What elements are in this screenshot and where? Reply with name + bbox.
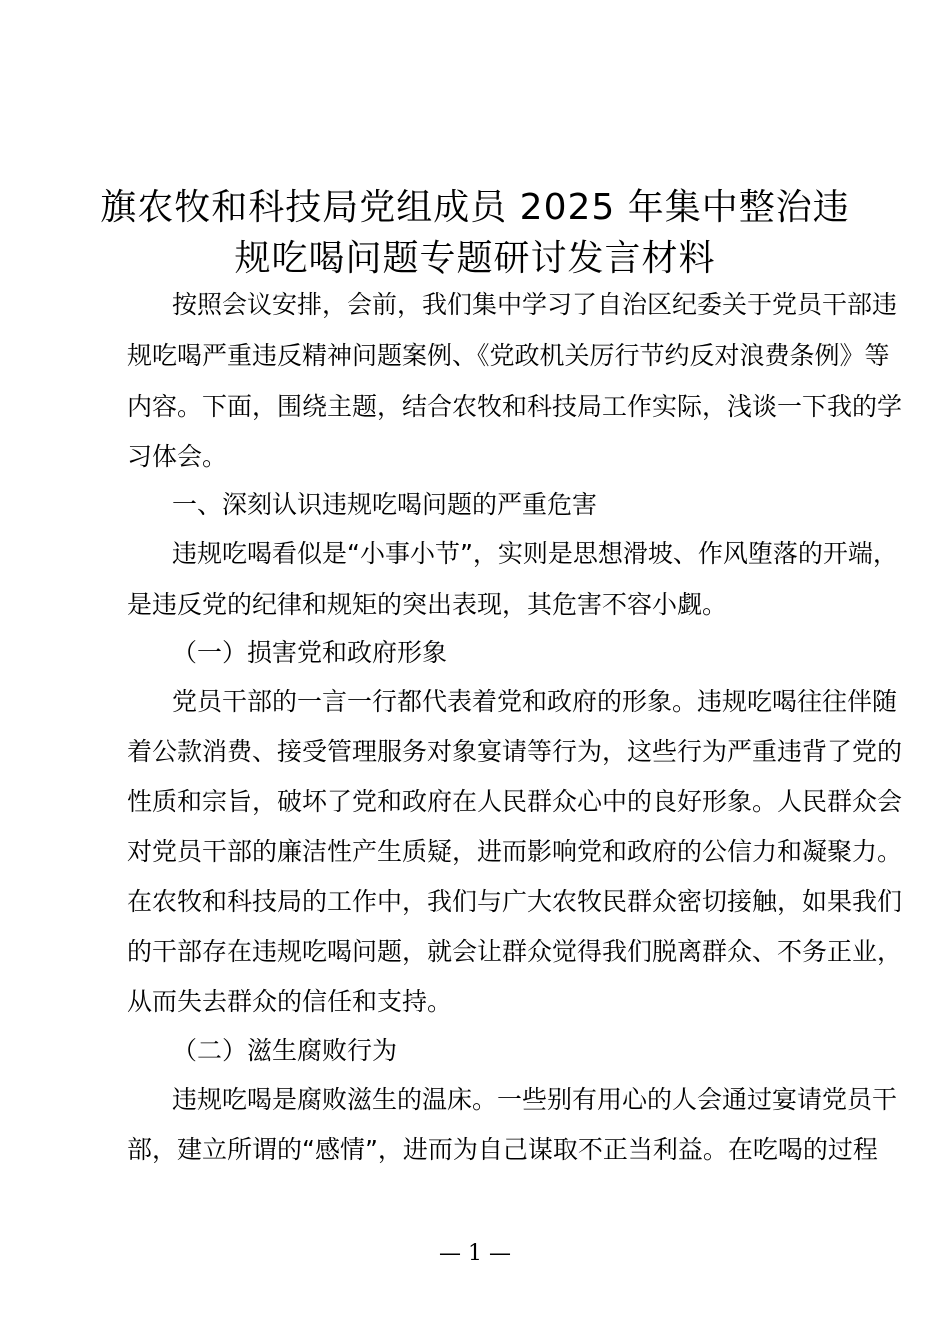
document-title-line-1: 旗农牧和科技局党组成员 2025 年集中整治违 (100, 187, 850, 228)
body-line: 规吃喝严重违反精神问题案例、《党政机关厉行节约反对浪费条例》等 (127, 341, 890, 370)
subsection-heading: （二）滋生腐败行为 (172, 1036, 398, 1065)
body-line: 违规吃喝是腐败滋生的温床。一些别有用心的人会通过宴请党员干 (172, 1085, 898, 1114)
body-line: 按照会议安排，会前，我们集中学习了自治区纪委关于党员干部违 (172, 290, 898, 319)
body-line: 习体会。 (127, 442, 228, 471)
body-line: 对党员干部的廉洁性产生质疑，进而影响党和政府的公信力和凝聚力。 (127, 837, 903, 866)
body-line: 党员干部的一言一行都代表着党和政府的形象。违规吃喝往往伴随 (172, 687, 898, 716)
body-line: 是违反党的纪律和规矩的突出表现，其危害不容小觑。 (127, 590, 728, 619)
page-number: — 1 — (439, 1241, 511, 1266)
subsection-heading: （一）损害党和政府形象 (172, 638, 448, 667)
body-line: 性质和宗旨，破坏了党和政府在人民群众心中的良好形象。人民群众会 (127, 787, 903, 816)
body-line: 从而失去群众的信任和支持。 (127, 987, 453, 1016)
body-line: 着公款消费、接受管理服务对象宴请等行为，这些行为严重违背了党的 (127, 737, 903, 766)
body-line: 违规吃喝看似是“小事小节”，实则是思想滑坡、作风堕落的开端， (172, 539, 898, 568)
body-line: 内容。下面，围绕主题，结合农牧和科技局工作实际，浅谈一下我的学 (127, 392, 903, 421)
section-heading: 一、深刻认识违规吃喝问题的严重危害 (172, 490, 598, 519)
body-line: 的干部存在违规吃喝问题，就会让群众觉得我们脱离群众、不务正业， (127, 937, 903, 966)
body-line: 部，建立所谓的“感情”，进而为自己谋取不正当利益。在吃喝的过程 (127, 1135, 878, 1164)
document-title-line-2: 规吃喝问题专题研讨发言材料 (234, 238, 716, 279)
body-line: 在农牧和科技局的工作中，我们与广大农牧民群众密切接触，如果我们 (127, 887, 903, 916)
